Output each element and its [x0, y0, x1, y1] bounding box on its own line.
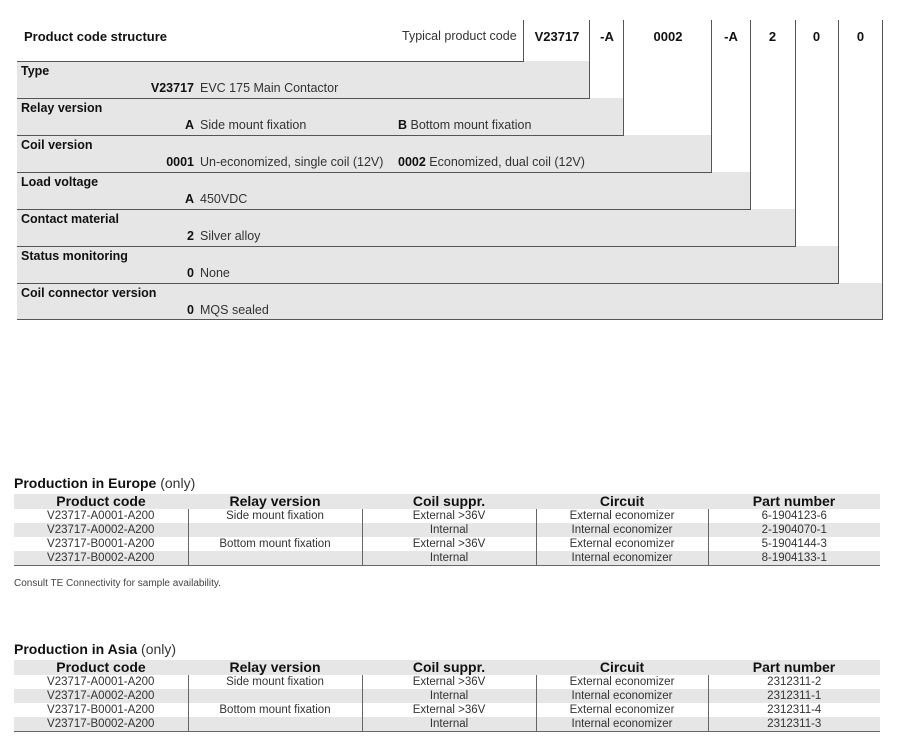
europe-title: [14, 475, 195, 491]
option-code: 0: [187, 303, 194, 317]
cell-circuit: Internal economizer: [536, 551, 708, 566]
cell-part-number: 6-1904123-6: [708, 509, 880, 523]
column-header: Relay version: [188, 660, 362, 675]
option-code: 0: [187, 266, 194, 280]
table-row: [14, 523, 880, 537]
structure-title: Product code structure: [24, 29, 168, 44]
code-connector: 0: [856, 29, 865, 44]
cell-coil-suppr: External >36V: [362, 703, 536, 717]
table-row: [14, 537, 880, 551]
leader-line: [623, 20, 624, 135]
code-type: V23717: [534, 29, 580, 44]
table-row: [14, 551, 880, 566]
cell-part-number: 2312311-1: [708, 689, 880, 703]
table-header-row: [14, 494, 880, 509]
column-header: Relay version: [188, 494, 362, 509]
column-header: Circuit: [536, 660, 708, 675]
cell-relay-version: Side mount fixation: [188, 675, 362, 689]
code-status: 0: [812, 29, 821, 44]
cell-product-code: V23717-B0001-A200: [47, 704, 155, 716]
table-row: [14, 675, 880, 689]
leader-line: [795, 20, 796, 246]
divider: [17, 135, 624, 136]
leader-line: [882, 20, 883, 320]
divider: [17, 319, 883, 320]
cell-product-code: V23717-B0001-A200: [47, 538, 155, 550]
code-contact: 2: [768, 29, 777, 44]
cell-part-number: 2-1904070-1: [708, 523, 880, 537]
cell-circuit: External economizer: [536, 703, 708, 717]
section-connector-label: Coil connector version: [21, 286, 157, 300]
cell-coil-suppr: Internal: [362, 717, 536, 732]
option-code: B: [398, 118, 408, 132]
cell-relay-version: Side mount fixation: [188, 509, 362, 523]
option-text: EVC 175 Main Contactor: [200, 81, 339, 95]
leader-line: [750, 20, 751, 209]
typical-code-label: Typical product code: [402, 29, 517, 43]
column-header: Part number: [708, 660, 880, 675]
table-row: [14, 509, 880, 523]
code-relay: -A: [600, 29, 614, 44]
option-text: Silver alloy: [200, 229, 261, 243]
cell-relay-version: [188, 689, 362, 703]
cell-circuit: External economizer: [536, 537, 708, 551]
cell-circuit: Internal economizer: [536, 717, 708, 732]
option-code: 2: [187, 229, 194, 243]
column-header: Circuit: [536, 494, 708, 509]
europe-title-text: Production in Europe: [14, 475, 157, 491]
cell-product-code: V23717-A0001-A200: [47, 676, 155, 688]
table-row: [14, 717, 880, 732]
column-header: Product code: [14, 494, 188, 509]
option-text: Side mount fixation: [200, 118, 307, 132]
table-header-row: [14, 660, 880, 675]
cell-product-code: V23717-A0002-A200: [14, 689, 188, 703]
cell-coil-suppr: Internal: [362, 551, 536, 566]
option-text: Un-economized, single coil (12V): [200, 155, 384, 169]
section-coil-label: Coil version: [21, 138, 93, 152]
column-header: Coil suppr.: [362, 660, 536, 675]
europe-qualifier: (only): [160, 475, 196, 491]
leader-line: [523, 20, 524, 61]
option-code: 0002: [398, 155, 426, 169]
asia-title: [14, 641, 176, 657]
cell-circuit: External economizer: [536, 509, 708, 523]
option-code: A: [184, 118, 194, 132]
divider: [17, 172, 712, 173]
cell-part-number: 8-1904133-1: [708, 551, 880, 566]
option-code: A: [184, 192, 194, 206]
cell-relay-version: [188, 551, 362, 566]
section-load-label: Load voltage: [21, 175, 99, 189]
cell-coil-suppr: Internal: [362, 689, 536, 703]
asia-title-text: Production in Asia: [14, 641, 138, 657]
cell-coil-suppr: External >36V: [362, 509, 536, 523]
cell-coil-suppr: Internal: [362, 523, 536, 537]
column-header: Product code: [14, 660, 188, 675]
section-type-label: Type: [21, 64, 50, 78]
divider: [17, 98, 590, 99]
table-row: [14, 689, 880, 703]
cell-product-code: V23717-B0002-A200: [14, 717, 188, 732]
option-text: None: [200, 266, 230, 280]
divider: [17, 283, 839, 284]
option-b: [398, 155, 585, 169]
option-text: Bottom mount fixation: [410, 118, 532, 132]
option-text: Economized, dual coil (12V): [429, 155, 585, 169]
cell-part-number: 2312311-3: [708, 717, 880, 732]
cell-part-number: 2312311-2: [708, 675, 880, 689]
table-row: [14, 703, 880, 717]
option-code: 0001: [166, 155, 194, 169]
code-load: -A: [724, 29, 738, 44]
divider: [17, 209, 751, 210]
europe-table: [14, 494, 880, 566]
cell-relay-version: [188, 523, 362, 537]
cell-coil-suppr: External >36V: [362, 537, 536, 551]
option-b: [398, 118, 531, 132]
option-text: MQS sealed: [200, 303, 269, 317]
section-relay-label: Relay version: [21, 101, 103, 115]
section-contact-label: Contact material: [21, 212, 119, 226]
section-status-label: Status monitoring: [21, 249, 128, 263]
availability-note: Consult TE Connectivity for sample availability.: [14, 578, 221, 589]
column-header: Part number: [708, 494, 880, 509]
cell-circuit: Internal economizer: [536, 689, 708, 703]
leader-line: [711, 20, 712, 172]
cell-circuit: Internal economizer: [536, 523, 708, 537]
cell-product-code: V23717-B0002-A200: [14, 551, 188, 566]
leader-line: [589, 20, 590, 98]
cell-coil-suppr: External >36V: [362, 675, 536, 689]
cell-relay-version: [188, 717, 362, 732]
cell-product-code: V23717-A0001-A200: [47, 510, 155, 522]
column-header: Coil suppr.: [362, 494, 536, 509]
cell-part-number: 2312311-4: [708, 703, 880, 717]
code-coil: 0002: [653, 29, 683, 44]
option-text: 450VDC: [200, 192, 248, 206]
option-code: V23717: [150, 81, 194, 95]
asia-table: [14, 660, 880, 732]
cell-part-number: 5-1904144-3: [708, 537, 880, 551]
cell-relay-version: Bottom mount fixation: [188, 537, 362, 551]
divider: [17, 61, 524, 62]
cell-relay-version: Bottom mount fixation: [188, 703, 362, 717]
divider: [17, 246, 796, 247]
leader-line: [838, 20, 839, 283]
asia-qualifier: (only): [141, 641, 177, 657]
cell-product-code: V23717-A0002-A200: [14, 523, 188, 537]
cell-circuit: External economizer: [536, 675, 708, 689]
